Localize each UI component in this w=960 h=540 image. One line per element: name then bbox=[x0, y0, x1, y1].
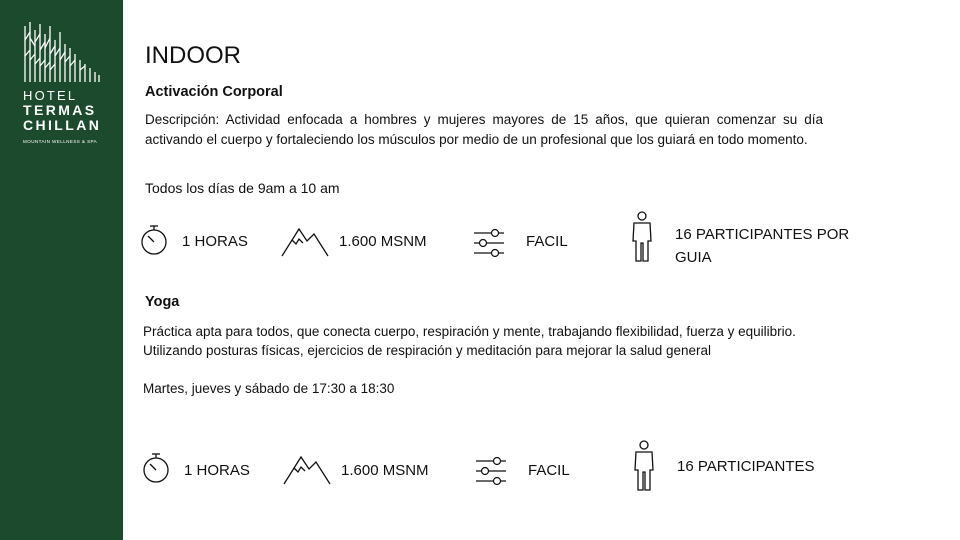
brand-line-2: TERMAS bbox=[23, 102, 97, 118]
activity-description: Práctica apta para todos, que conecta cuerpo, respiración y mente, trabajando flexibilidad, fuerza y equilibrio. Utilizando posturas físicas, ejercicios de respiración y meditación para mejorar la salud general bbox=[143, 324, 796, 358]
difficulty-text: FACIL bbox=[528, 462, 570, 479]
brand-line-1: HOTEL bbox=[23, 88, 78, 103]
altitude-text: 1.600 MSNM bbox=[339, 233, 427, 250]
page-title: INDOOR bbox=[145, 42, 241, 69]
forest-logo-icon bbox=[22, 20, 102, 82]
participants-text: 16 PARTICIPANTES POR GUIA bbox=[675, 226, 850, 266]
participants-text: 16 PARTICIPANTES bbox=[677, 458, 815, 475]
activity-schedule: Todos los días de 9am a 10 am bbox=[145, 180, 340, 196]
duration-text: 1 HORAS bbox=[182, 233, 248, 250]
brand-wordmark bbox=[23, 88, 113, 144]
activity-description: Descripción: Actividad enfocada a hombres y mujeres mayores de 15 años, que quieran comenzar su día activando el cuerpo y fortaleciendo los músculos por medio de un profesional que los guiará en todo momento. bbox=[145, 112, 823, 147]
mountain-icon bbox=[283, 454, 331, 486]
activity-title: Activación Corporal bbox=[145, 84, 283, 100]
sliders-icon bbox=[475, 456, 507, 486]
person-icon bbox=[632, 440, 656, 492]
difficulty-text: FACIL bbox=[526, 233, 568, 250]
brand-sidebar bbox=[0, 0, 123, 540]
altitude-text: 1.600 MSNM bbox=[341, 462, 429, 479]
brand-line-3: CHILLAN bbox=[23, 117, 102, 133]
duration-text: 1 HORAS bbox=[184, 462, 250, 479]
person-icon bbox=[630, 211, 654, 263]
mountain-icon bbox=[281, 226, 329, 258]
activity-title: Yoga bbox=[145, 294, 180, 310]
stopwatch-icon bbox=[142, 452, 170, 484]
sliders-icon bbox=[473, 228, 505, 258]
stopwatch-icon bbox=[140, 224, 168, 256]
activity-schedule: Martes, jueves y sábado de 17:30 a 18:30 bbox=[143, 381, 395, 396]
brand-tagline: MOUNTAIN WELLNESS & SPA bbox=[23, 139, 98, 144]
